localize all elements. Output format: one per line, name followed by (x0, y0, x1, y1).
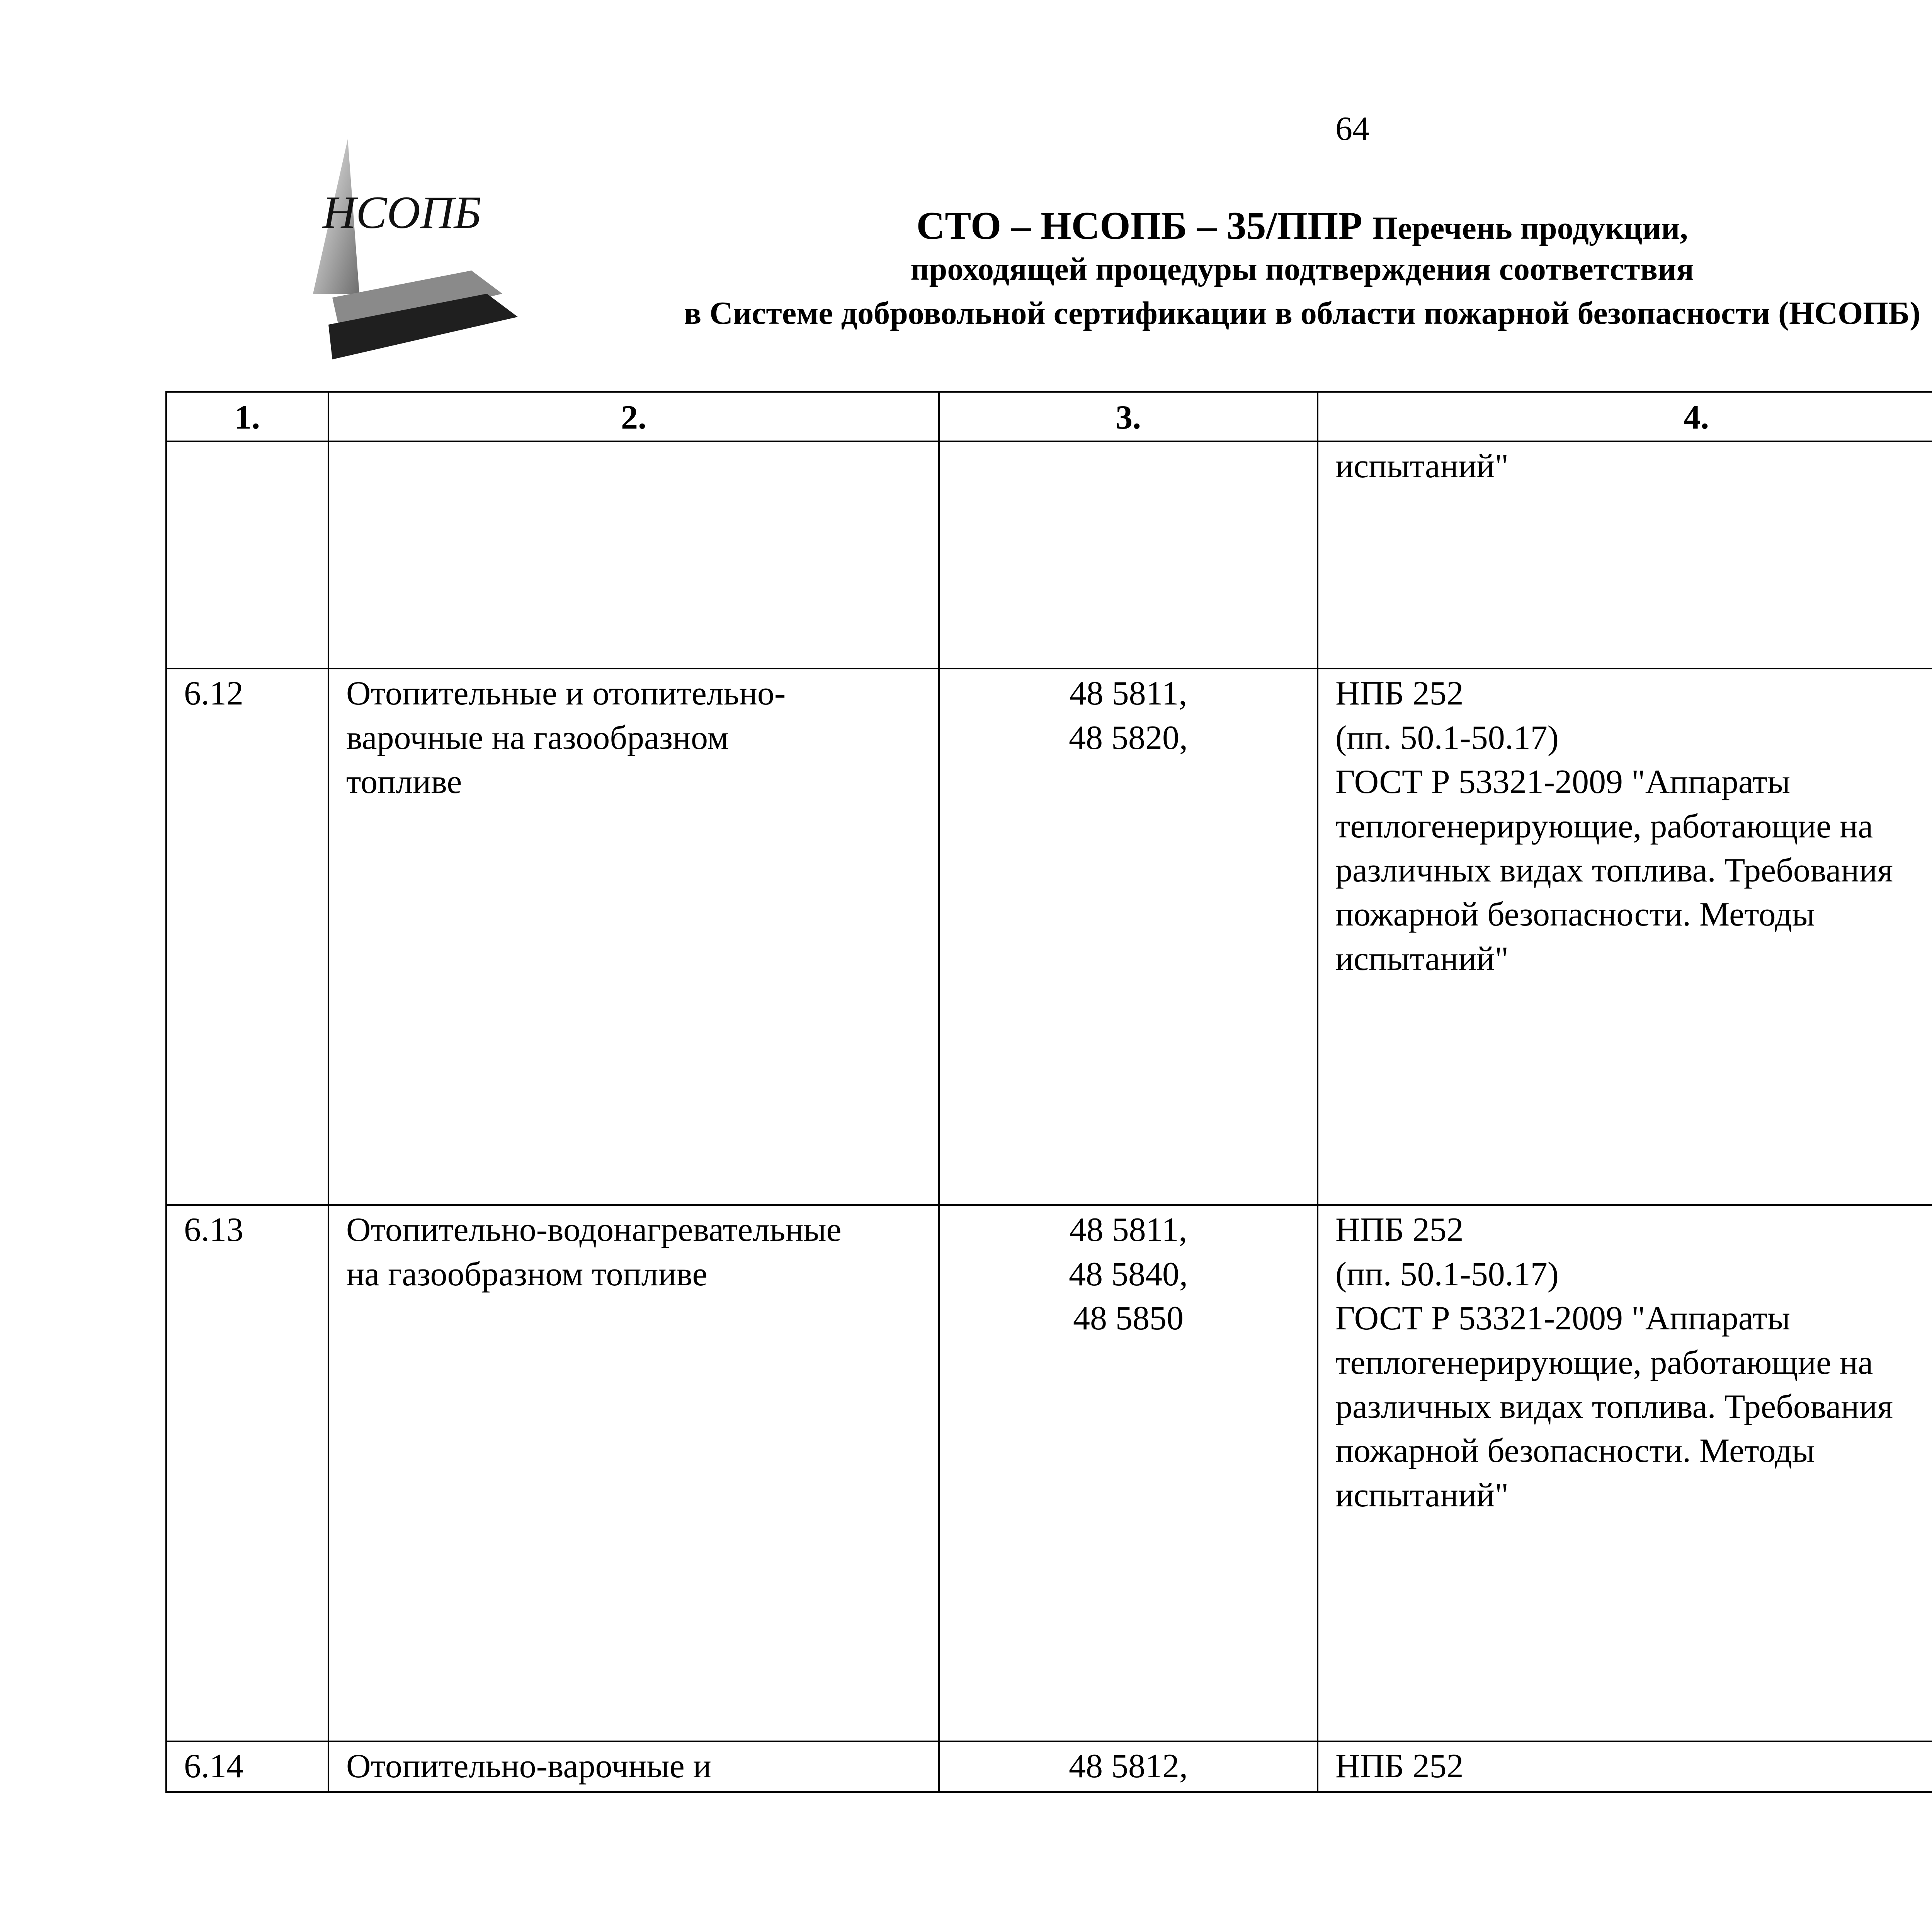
logo-triangle-icon (286, 131, 526, 363)
cell-number (166, 1741, 328, 1792)
doc-title-start: Перечень продукции, (1372, 210, 1688, 246)
cell-product-name (328, 441, 939, 669)
column-header: 3. (939, 392, 1318, 441)
cell-normative-docs (1318, 441, 1932, 669)
product-name-line: топливе (346, 763, 462, 801)
cell-normative-docs (1318, 669, 1932, 1205)
normative-doc-line: пожарной безопасности. Методы (1335, 1432, 1815, 1470)
product-code: 48 5840, (1069, 1255, 1188, 1293)
cell-codes (939, 669, 1318, 1205)
normative-doc-line: ГОСТ Р 53321-2009 "Аппараты (1335, 763, 1791, 801)
item-number: 6.13 (184, 1211, 243, 1249)
header-line-1 (541, 205, 1932, 247)
header-line-2: проходящей процедуры подтверждения соответствия (910, 251, 1694, 288)
normative-doc-line: испытаний" (1335, 448, 1509, 485)
item-number: 6.14 (184, 1748, 243, 1785)
normative-doc-line: пожарной безопасности. Методы (1335, 896, 1815, 934)
normative-doc-line: испытаний" (1335, 940, 1509, 978)
page-number: 64 (1335, 110, 1369, 148)
normative-doc-line: (пп. 50.1-50.17) (1335, 1255, 1559, 1293)
normative-doc-line: НПБ 252 (1335, 675, 1464, 713)
product-code: 48 5812, (1069, 1748, 1188, 1785)
header-line-3: в Системе добровольной сертификации в области пожарной безопасности (НСОПБ) (684, 295, 1921, 331)
column-header: 4. (1318, 392, 1932, 441)
cell-codes (939, 1205, 1318, 1741)
cell-number (166, 669, 328, 1205)
product-name-line: Отопительно-водонагревательные (346, 1211, 842, 1249)
normative-doc-line: различных видах топлива. Требования (1335, 1388, 1893, 1426)
product-code: 48 5820, (1069, 719, 1188, 757)
normative-doc-line: теплогенерирующие, работающие на (1335, 1344, 1873, 1382)
document-header (541, 205, 1932, 335)
cell-product-name (328, 669, 939, 1205)
column-header: 2. (328, 392, 939, 441)
doc-code: СТО – НСОПБ – 35/ППР (916, 204, 1362, 248)
logo-text: НСОПБ (322, 187, 481, 238)
cell-product-name (328, 1205, 939, 1741)
product-code: 48 5811, (1069, 1211, 1187, 1249)
cell-normative-docs (1318, 1205, 1932, 1741)
table-row (166, 1205, 1932, 1741)
product-code: 48 5811, (1069, 675, 1187, 713)
product-name-line: Отопительно-варочные и (346, 1748, 711, 1785)
product-code: 48 5850 (1073, 1300, 1184, 1337)
product-name-line: варочные на газообразном (346, 719, 729, 757)
item-number: 6.12 (184, 675, 243, 713)
column-header: 1. (166, 392, 328, 441)
table-row (166, 1741, 1932, 1792)
normative-doc-line: различных видах топлива. Требования (1335, 851, 1893, 889)
cell-codes (939, 1741, 1318, 1792)
cell-codes (939, 441, 1318, 669)
normative-doc-line: НПБ 252 (1335, 1211, 1464, 1249)
nsopb-logo (286, 131, 526, 363)
product-name-line: Отопительные и отопительно- (346, 675, 786, 713)
normative-doc-line: (пп. 50.1-50.17) (1335, 719, 1559, 757)
product-name-line: на газообразном топливе (346, 1255, 707, 1293)
cell-number (166, 441, 328, 669)
table-header-row (166, 392, 1932, 441)
cell-number (166, 1205, 328, 1741)
product-table (165, 391, 1932, 1793)
normative-doc-line: теплогенерирующие, работающие на (1335, 807, 1873, 845)
normative-doc-line: НПБ 252 (1335, 1748, 1464, 1785)
cell-normative-docs (1318, 1741, 1932, 1792)
normative-doc-line: испытаний" (1335, 1476, 1509, 1514)
table-row (166, 441, 1932, 669)
table-row (166, 669, 1932, 1205)
cell-product-name (328, 1741, 939, 1792)
normative-doc-line: ГОСТ Р 53321-2009 "Аппараты (1335, 1300, 1791, 1337)
